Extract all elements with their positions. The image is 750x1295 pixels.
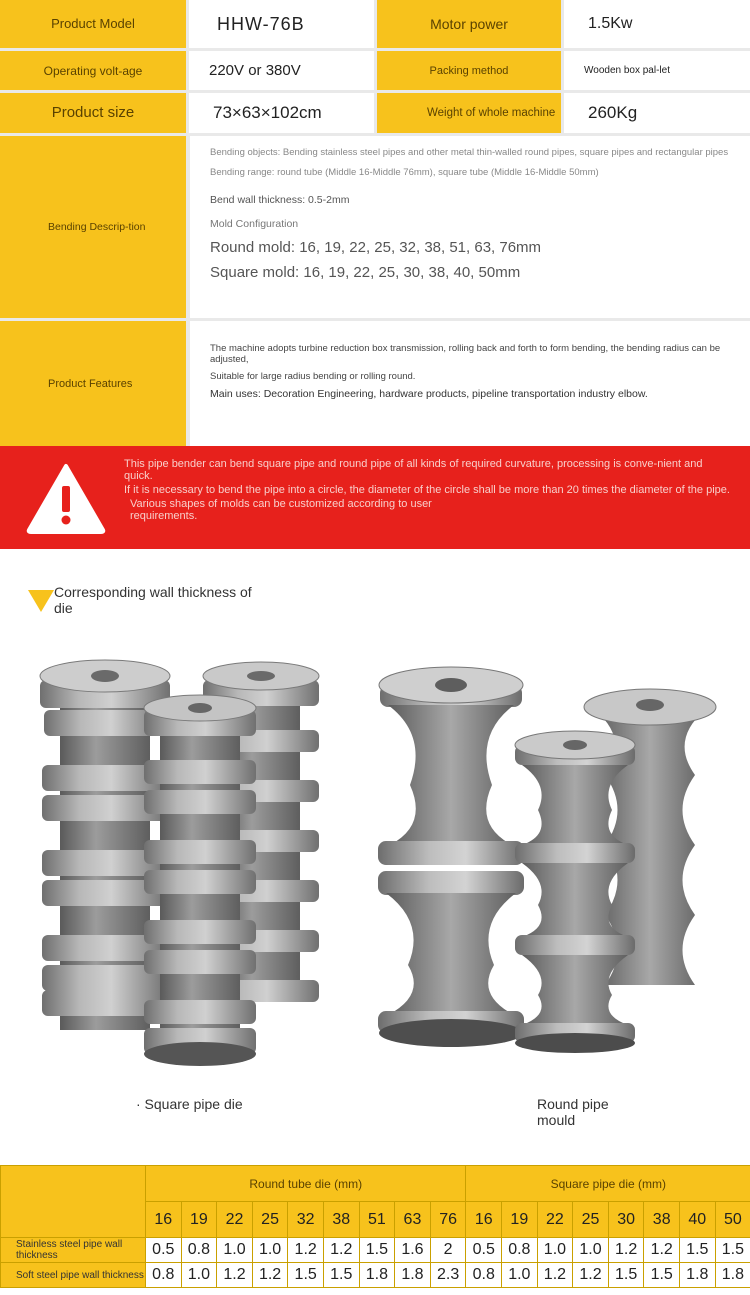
warning-line-2: If it is necessary to bend the pipe into a circle, the diameter of the circle shall be more than 20 times the diameter of the pipe.	[124, 484, 730, 496]
square-thickness-cell: 1.5	[644, 1263, 680, 1288]
packing-label: Packing method	[377, 51, 561, 90]
bending-objects: Bending objects: Bending stainless steel pipes and other metal thin-walled round pipes, square pipes and rectangular pipes	[210, 147, 729, 158]
round-tube-header: Round tube die (mm)	[146, 1166, 466, 1202]
square-size-cell: 38	[644, 1202, 680, 1238]
weight-label: Weight of whole machine	[377, 93, 561, 133]
square-thickness-cell: 1.2	[608, 1238, 644, 1263]
round-thickness-cell: 0.5	[146, 1238, 182, 1263]
round-thickness-cell: 0.8	[181, 1238, 217, 1263]
round-thickness-cell: 2	[430, 1238, 466, 1263]
square-thickness-cell: 1.0	[502, 1263, 538, 1288]
round-thickness-cell: 1.0	[181, 1263, 217, 1288]
mold-config: Mold Configuration	[210, 218, 299, 230]
round-size-cell: 16	[146, 1202, 182, 1238]
model-label: Product Model	[0, 0, 186, 48]
warning-triangle-icon	[26, 462, 106, 534]
model-value: HHW-76B	[189, 0, 374, 48]
size-value: 73×63×102cm	[189, 93, 374, 133]
motor-value: 1.5Kw	[564, 0, 750, 48]
round-thickness-cell: 1.5	[359, 1238, 395, 1263]
round-thickness-cell: 1.8	[359, 1263, 395, 1288]
square-thickness-cell: 1.2	[537, 1263, 573, 1288]
square-thickness-cell: 0.8	[466, 1263, 502, 1288]
size-label: Product size	[0, 93, 186, 133]
wall-thickness-table	[0, 1165, 750, 1295]
features-description	[190, 321, 750, 446]
round-thickness-cell: 1.5	[288, 1263, 324, 1288]
square-thickness-cell: 0.5	[466, 1238, 502, 1263]
features-uses: Main uses: Decoration Engineering, hardware products, pipeline transportation industry elbow.	[210, 388, 648, 400]
round-thickness-cell: 2.3	[430, 1263, 466, 1288]
round-size-cell: 32	[288, 1202, 324, 1238]
warning-banner	[0, 446, 750, 549]
table-row	[1, 1238, 750, 1263]
square-pipe-header: Square pipe die (mm)	[466, 1166, 750, 1202]
square-size-cell: 16	[466, 1202, 502, 1238]
round-thickness-cell: 1.2	[323, 1238, 359, 1263]
round-size-cell: 63	[395, 1202, 431, 1238]
round-thickness-cell: 0.8	[146, 1263, 182, 1288]
voltage-value: 220V or 380V	[189, 51, 374, 90]
round-thickness-cell: 1.8	[395, 1263, 431, 1288]
round-thickness-cell: 1.2	[217, 1263, 253, 1288]
square-thickness-cell: 1.5	[715, 1238, 750, 1263]
dies-title: Corresponding wall thickness of die	[54, 584, 252, 616]
bending-wall: Bend wall thickness: 0.5-2mm	[210, 194, 350, 206]
bending-label: Bending Descrip-tion	[0, 136, 186, 318]
round-size-cell: 22	[217, 1202, 253, 1238]
round-size-cell: 51	[359, 1202, 395, 1238]
square-size-cell: 22	[537, 1202, 573, 1238]
round-thickness-cell: 1.0	[217, 1238, 253, 1263]
warning-line-1: This pipe bender can bend square pipe and round pipe of all kinds of required curvature, processing is conve-nient and quick.	[124, 458, 703, 482]
square-thickness-cell: 1.2	[644, 1238, 680, 1263]
square-size-cell: 50	[715, 1202, 750, 1238]
packing-value: Wooden box pal-let	[564, 51, 750, 90]
round-size-cell: 76	[430, 1202, 466, 1238]
square-size-cell: 40	[680, 1202, 716, 1238]
round-thickness-cell: 1.2	[252, 1263, 288, 1288]
square-pipe-die-caption: · Square pipe die	[136, 1096, 243, 1112]
square-thickness-cell: 1.2	[573, 1263, 609, 1288]
square-size-cell: 25	[573, 1202, 609, 1238]
row-label: Stainless steel pipe wall thickness	[1, 1238, 146, 1263]
bending-range: Bending range: round tube (Middle 16-Middle 76mm), square tube (Middle 16-Middle 50mm)	[210, 167, 599, 178]
section-triangle-icon	[28, 590, 54, 612]
bending-description	[190, 136, 750, 318]
round-size-cell: 19	[181, 1202, 217, 1238]
warning-line-3: Various shapes of molds can be customized according to user requirements.	[130, 498, 432, 522]
row-label: Soft steel pipe wall thickness	[1, 1263, 146, 1288]
table-row	[1, 1263, 750, 1288]
square-size-cell: 30	[608, 1202, 644, 1238]
features-suitable: Suitable for large radius bending or rolling round.	[210, 371, 416, 382]
voltage-label: Operating volt-age	[0, 51, 186, 90]
square-pipe-die-photo	[30, 650, 340, 1080]
square-thickness-cell: 1.8	[715, 1263, 750, 1288]
square-mold: Square mold: 16, 19, 22, 25, 30, 38, 40, 50mm	[210, 264, 521, 281]
round-thickness-cell: 1.2	[288, 1238, 324, 1263]
square-thickness-cell: 1.5	[608, 1263, 644, 1288]
square-thickness-cell: 1.5	[680, 1238, 716, 1263]
round-thickness-cell: 1.6	[395, 1238, 431, 1263]
round-size-cell: 38	[323, 1202, 359, 1238]
table-corner	[1, 1166, 146, 1238]
square-size-cell: 19	[502, 1202, 538, 1238]
square-thickness-cell: 1.0	[537, 1238, 573, 1263]
round-thickness-cell: 1.0	[252, 1238, 288, 1263]
round-pipe-mould-photo	[370, 665, 730, 1065]
round-size-cell: 25	[252, 1202, 288, 1238]
square-thickness-cell: 0.8	[502, 1238, 538, 1263]
warning-text	[124, 458, 734, 524]
weight-value: 260Kg	[564, 93, 750, 133]
round-pipe-mould-caption: Round pipe mould	[537, 1096, 609, 1128]
motor-label: Motor power	[377, 0, 561, 48]
round-thickness-cell: 1.5	[323, 1263, 359, 1288]
features-transmission: The machine adopts turbine reduction box transmission, rolling back and forth to form bending, the bending radius can be adjusted,	[210, 343, 721, 365]
spec-table	[0, 0, 750, 446]
round-mold: Round mold: 16, 19, 22, 25, 32, 38, 51, 63, 76mm	[210, 239, 542, 256]
square-thickness-cell: 1.8	[680, 1263, 716, 1288]
features-label: Product Features	[0, 321, 186, 446]
square-thickness-cell: 1.0	[573, 1238, 609, 1263]
